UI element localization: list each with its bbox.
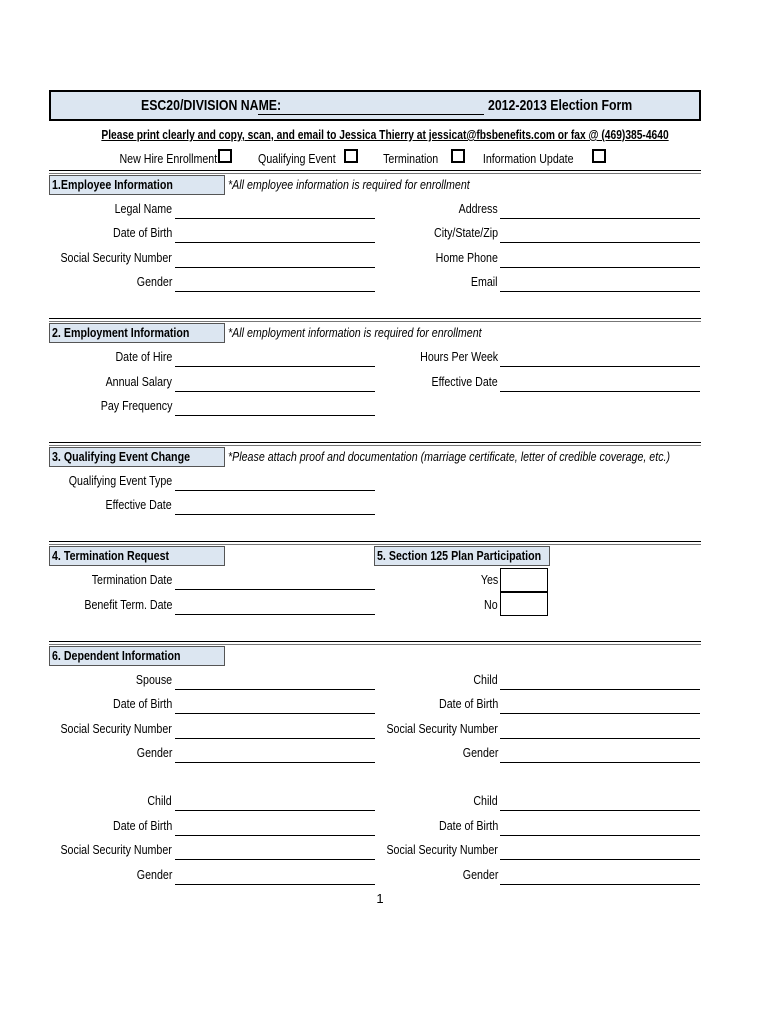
section4-divider-b bbox=[49, 544, 701, 545]
section1-divider bbox=[49, 170, 701, 171]
city-state-zip-label: City/State/Zip bbox=[434, 225, 498, 240]
child2-ssn-label: Social Security Number bbox=[60, 842, 172, 857]
spouse-gender-field[interactable] bbox=[175, 762, 375, 763]
section125-yes-box[interactable] bbox=[500, 568, 548, 592]
qualifying-event-type-label: Qualifying Event Type bbox=[68, 473, 172, 488]
section1-divider-b bbox=[49, 173, 701, 174]
benefit-term-date-field[interactable] bbox=[175, 614, 375, 615]
home-phone-label: Home Phone bbox=[435, 250, 498, 265]
annual-salary-field[interactable] bbox=[175, 391, 375, 392]
information-update-label: Information Update bbox=[483, 151, 574, 166]
city-state-zip-field[interactable] bbox=[500, 242, 700, 243]
section2-divider-b bbox=[49, 321, 701, 322]
section125-no-label: No bbox=[484, 597, 498, 612]
gender-field[interactable] bbox=[175, 291, 375, 292]
child2-field[interactable] bbox=[175, 810, 375, 811]
child2-dob-label: Date of Birth bbox=[112, 818, 172, 833]
employment-effective-date-label: Effective Date bbox=[431, 374, 498, 389]
section125-yes-label: Yes bbox=[480, 572, 498, 587]
child3-dob-field[interactable] bbox=[500, 835, 700, 836]
home-phone-field[interactable] bbox=[500, 267, 700, 268]
section3-divider bbox=[49, 442, 701, 443]
spouse-gender-label: Gender bbox=[136, 745, 172, 760]
termination-date-label: Termination Date bbox=[91, 572, 172, 587]
date-of-hire-label: Date of Hire bbox=[115, 349, 172, 364]
section3-title: 3. Qualifying Event Change bbox=[52, 449, 191, 464]
child1-gender-label: Gender bbox=[462, 745, 498, 760]
spouse-ssn-label: Social Security Number bbox=[60, 721, 172, 736]
child3-ssn-label: Social Security Number bbox=[386, 842, 498, 857]
child3-gender-field[interactable] bbox=[500, 884, 700, 885]
ssn-label: Social Security Number bbox=[60, 250, 172, 265]
division-name-field[interactable] bbox=[258, 114, 484, 115]
section4-title: 4. Termination Request bbox=[52, 548, 170, 563]
form-title: 2012-2013 Election Form bbox=[488, 97, 633, 114]
date-of-hire-field[interactable] bbox=[175, 366, 375, 367]
child2-gender-label: Gender bbox=[136, 867, 172, 882]
new-hire-checkbox[interactable] bbox=[218, 149, 232, 163]
address-field[interactable] bbox=[500, 218, 700, 219]
termination-label: Termination bbox=[382, 151, 438, 166]
child1-gender-field[interactable] bbox=[500, 762, 700, 763]
section3-divider-b bbox=[49, 445, 701, 446]
qualifying-event-checkbox[interactable] bbox=[344, 149, 358, 163]
child3-gender-label: Gender bbox=[462, 867, 498, 882]
legal-name-label: Legal Name bbox=[114, 201, 172, 216]
pay-frequency-field[interactable] bbox=[175, 415, 375, 416]
child2-label: Child bbox=[147, 793, 172, 808]
hours-per-week-label: Hours Per Week bbox=[419, 349, 498, 364]
pay-frequency-label: Pay Frequency bbox=[100, 398, 172, 413]
hours-per-week-field[interactable] bbox=[500, 366, 700, 367]
employment-effective-date-field[interactable] bbox=[500, 391, 700, 392]
spouse-ssn-field[interactable] bbox=[175, 738, 375, 739]
section2-title: 2. Employment Information bbox=[52, 325, 190, 340]
child3-ssn-field[interactable] bbox=[500, 859, 700, 860]
spouse-dob-field[interactable] bbox=[175, 713, 375, 714]
benefit-term-date-label: Benefit Term. Date bbox=[83, 597, 172, 612]
section6-title: 6. Dependent Information bbox=[52, 648, 181, 663]
child1-dob-field[interactable] bbox=[500, 713, 700, 714]
child3-dob-label: Date of Birth bbox=[438, 818, 498, 833]
gender-label: Gender bbox=[136, 274, 172, 289]
section2-note: *All employment information is required for enrollment bbox=[228, 325, 482, 340]
section4-divider bbox=[49, 541, 701, 542]
email-label: Email bbox=[471, 274, 498, 289]
termination-checkbox[interactable] bbox=[451, 149, 465, 163]
child1-ssn-field[interactable] bbox=[500, 738, 700, 739]
section5-title: 5. Section 125 Plan Participation bbox=[377, 548, 542, 563]
child2-gender-field[interactable] bbox=[175, 884, 375, 885]
new-hire-label: New Hire Enrollment bbox=[119, 151, 217, 166]
child1-ssn-label: Social Security Number bbox=[386, 721, 498, 736]
spouse-dob-label: Date of Birth bbox=[112, 696, 172, 711]
qualifying-event-label: Qualifying Event bbox=[258, 151, 336, 166]
email-field[interactable] bbox=[500, 291, 700, 292]
division-name-label: ESC20/DIVISION NAME: bbox=[141, 97, 282, 114]
address-label: Address bbox=[458, 201, 498, 216]
child3-field[interactable] bbox=[500, 810, 700, 811]
qualifying-event-type-field[interactable] bbox=[175, 490, 375, 491]
spouse-field[interactable] bbox=[175, 689, 375, 690]
section2-divider bbox=[49, 318, 701, 319]
termination-date-field[interactable] bbox=[175, 589, 375, 590]
section3-note: *Please attach proof and documentation (marriage certificate, letter of credible coverage, etc.) bbox=[228, 449, 671, 464]
section1-title: 1.Employee Information bbox=[52, 177, 173, 192]
qualifying-effective-date-field[interactable] bbox=[175, 514, 375, 515]
child3-label: Child bbox=[473, 793, 498, 808]
child1-dob-label: Date of Birth bbox=[438, 696, 498, 711]
instructions: Please print clearly and copy, scan, and email to Jessica Thierry at jessicat@fbsbenefits.com or fax @ (469)385-4640 bbox=[101, 128, 669, 142]
annual-salary-label: Annual Salary bbox=[105, 374, 172, 389]
section6-divider bbox=[49, 641, 701, 642]
child2-dob-field[interactable] bbox=[175, 835, 375, 836]
information-update-checkbox[interactable] bbox=[592, 149, 606, 163]
section125-no-box[interactable] bbox=[500, 592, 548, 616]
child2-ssn-field[interactable] bbox=[175, 859, 375, 860]
legal-name-field[interactable] bbox=[175, 218, 375, 219]
qualifying-effective-date-label: Effective Date bbox=[105, 497, 172, 512]
date-of-birth-label: Date of Birth bbox=[112, 225, 172, 240]
section1-note: *All employee information is required for enrollment bbox=[228, 177, 470, 192]
ssn-field[interactable] bbox=[175, 267, 375, 268]
date-of-birth-field[interactable] bbox=[175, 242, 375, 243]
child1-field[interactable] bbox=[500, 689, 700, 690]
section6-divider-b bbox=[49, 644, 701, 645]
page-number: 1 bbox=[376, 891, 384, 906]
spouse-label: Spouse bbox=[135, 672, 172, 687]
child1-label: Child bbox=[473, 672, 498, 687]
